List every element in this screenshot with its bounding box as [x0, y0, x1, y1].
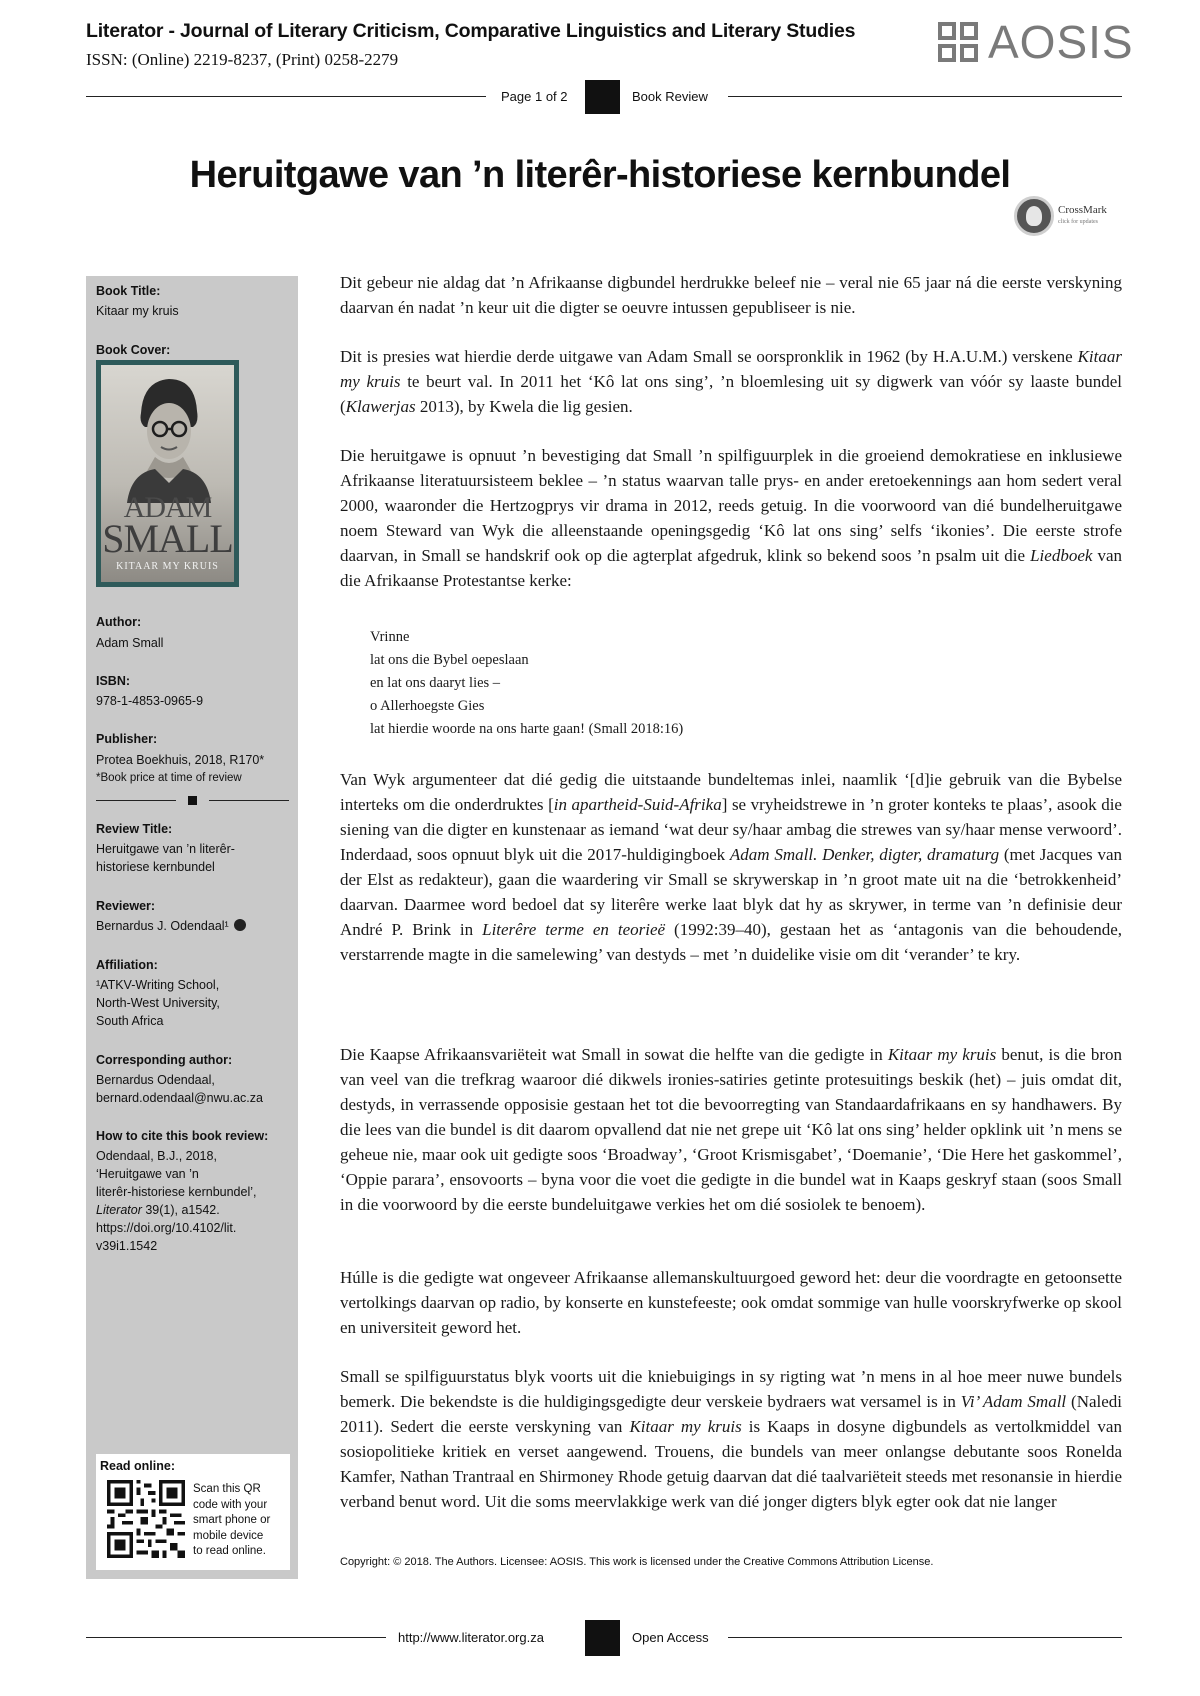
- cover-text-line1: ADAM: [123, 491, 212, 524]
- cite-volume: 39(1), a1542.: [141, 1203, 220, 1217]
- cite-line1: Odendaal, B.J., 2018,: [96, 1149, 217, 1163]
- p2-italic-title: Kitaar my kruis: [340, 347, 1122, 391]
- crossmark-label: CrossMark: [1058, 204, 1107, 216]
- poem-line: Vrinne: [370, 629, 410, 645]
- review-title-line1: Heruitgawe van ’n literêr-: [96, 842, 235, 856]
- reviewer-row: [96, 917, 296, 935]
- p5-italic: Kitaar my kruis: [887, 1045, 997, 1064]
- cite-doi-line1[interactable]: https://doi.org/10.4102/lit.: [96, 1221, 237, 1235]
- price-note: *Book price at time of review: [96, 772, 242, 784]
- cite-label: How to cite this book review:: [96, 1129, 269, 1143]
- p3-text-a: Die heruitgawe is opnuut ’n bevestiging dat Small ’n spilfiguurplek in die groeiend demokratiese en inklusiewe Afrikaanse literatuursisteem beklee – ’n status waarvan talle prys- en ander eretoekennings aan hom sedert veral 2000, waaronder die Hertzogprys vir drama in 2012, reeds getuig. In die voorwoord van dié bundelheruitgawe noem Steward van Wyk die alleenstaande openingsgedig ‘Kô lat ons sing’ selfs ‘ikonies’. Die eerste strofe daarvan, in Small se handskrif ook op die agterplat afgedruk, klink so bekend soos ’n psalm uit die: [340, 446, 1122, 565]
- qr-text-line3: smart phone or: [193, 1514, 271, 1526]
- cite-journal: Literator: [96, 1203, 142, 1217]
- p4-text-e: (met Jacques van der Elst as redakteur), gaan die waardering vir Small se skrywerskap in ’n groot mate uit na die ‘betrokkenheid’ daarvan. Daarmee word bedoel dat sy literêre werke laat blyk dat hy as skrywer, in terme van ’n definisie deur André P. Brink in: [340, 845, 1122, 939]
- paragraph-4: [340, 767, 1122, 967]
- cite-line4: [96, 1201, 296, 1219]
- isbn-label: ISBN:: [96, 674, 131, 688]
- footer-rule-left: [86, 1637, 386, 1638]
- crossmark-sub: click for updates: [1058, 219, 1098, 225]
- p4-italic-b: in apartheid-Suid-Afrika: [553, 795, 722, 814]
- affiliation-line1: ¹ATKV-Writing School,: [96, 978, 220, 992]
- reviewer-value: Bernardus J. Odendaal¹: [96, 919, 229, 933]
- affiliation-label: Affiliation:: [96, 958, 158, 972]
- cite-line2: ‘Heruitgawe van ’n: [96, 1167, 199, 1181]
- poem-quote: [370, 626, 683, 741]
- p4-text-c: ] se vryheidstrewe in ’n groter konteks te plaas’, asook die siening van die digter en kunstenaar as iemand ‘wat deur sy/haar ambag die strewes van sy/haar mense verwoord’. Inderdaad, soos opnuut blyk uit die 2017-huldigingboek: [340, 795, 1122, 864]
- corresponding-email[interactable]: bernard.odendaal@nwu.ac.za: [96, 1091, 263, 1105]
- author-value: Adam Small: [96, 636, 164, 650]
- article-title: Heruitgawe van ’n literêr-historiese kernbundel: [189, 154, 1011, 196]
- cite-line3: literêr-historiese kernbundel’,: [96, 1185, 257, 1199]
- copyright-notice: Copyright: © 2018. The Authors. Licensee: AOSIS. This work is licensed under the Creative Commons Attribution License.: [340, 1556, 934, 1568]
- p7-text-a: Small se spilfiguurstatus blyk voorts uit die kniebuigings in sy rigting wat ’n mens in al hoe meer nuwe bundels bemerk. Die bekendste is die huldigingsgedigte deur verskeie bydraers wat versamel is in: [340, 1367, 1122, 1411]
- review-title-label: Review Title:: [96, 822, 173, 836]
- aosis-logo-text: AOSIS: [988, 16, 1134, 68]
- p2-italic-title2: Klawerjas: [345, 397, 416, 416]
- p7-italic-d: Kitaar my kruis: [629, 1417, 742, 1436]
- poem-line: lat hierdie woorde na ons harte gaan! (Small 2018:16): [370, 721, 684, 737]
- p3-text-c: van die Afrikaanse Protestantse kerke:: [340, 546, 1122, 590]
- cover-text-line3: KITAAR MY KRUIS: [116, 561, 219, 572]
- paragraph-7: [340, 1364, 1122, 1514]
- book-title-label: Book Title:: [96, 284, 161, 298]
- affiliation-line2: North-West University,: [96, 996, 220, 1010]
- publisher-value: Protea Boekhuis, 2018, R170*: [96, 753, 265, 767]
- isbn-value: 978-1-4853-0965-9: [96, 694, 204, 708]
- p7-text-e: is Kaaps in dosyne digbundels as vertolkmiddel van sosiopolitieke kritiek en verset aangewend. Trouens, die bundels van meer onlangse debutante soos Ronelda Kamfer, Nathan Trantraal en Shirmoney Rhode getuig daarvan dat dié taalvariëteit steeds met resonansie in hierdie verband benut word. Uit die soms meervlakkige werk van dié jonger digters blyk egter ook dat nie langer: [340, 1417, 1123, 1511]
- poem-line: lat ons die Bybel oepeslaan: [370, 652, 529, 668]
- qr-text-line2: code with your: [193, 1498, 268, 1511]
- sidebar-divider-left: [96, 800, 176, 801]
- section-label: Book Review: [632, 89, 708, 104]
- qr-text-line4: mobile device: [193, 1529, 264, 1542]
- page-number: Page 1 of 2: [501, 89, 568, 104]
- author-label: Author:: [96, 615, 142, 629]
- paragraph-1: Dit gebeur nie aldag dat ’n Afrikaanse digbundel herdrukke beleef nie – veral nie 65 jaar ná die eerste verskyning daarvan én nadat ’n keur uit die digter se oeuvre intussen gepubliseer is nie.: [340, 273, 1122, 317]
- book-cover-label: Book Cover:: [96, 343, 171, 357]
- p3-italic: Liedboek: [1030, 546, 1093, 565]
- sidebar-divider-square: [188, 796, 197, 805]
- paragraph-5: [340, 1042, 1122, 1217]
- footer-open-access: Open Access: [632, 1630, 709, 1645]
- reviewer-label: Reviewer:: [96, 899, 156, 913]
- qr-text-line5: to read online.: [193, 1545, 266, 1557]
- journal-issn: ISSN: (Online) 2219-8237, (Print) 0258-2279: [86, 50, 399, 69]
- affiliation-line3: South Africa: [96, 1014, 164, 1028]
- p2-text-c: te beurt val. In 2011 het ‘Kô lat ons sing’, ’n bloemlesing uit sy digwerk van vóór sy laaste bundel (: [340, 372, 1122, 416]
- paragraph-6: Húlle is die gedigte wat ongeveer Afrikaanse allemanskultuurgoed geword het: deur die voordragte en getoonsette vertolkings daarvan op radio, by konserte en kunstefeeste; ook omdat sommige van hulle voorskryfwerke op skool en universiteit geword het.: [340, 1268, 1122, 1337]
- author-portrait: [121, 373, 216, 503]
- header-rule-right: [728, 96, 1122, 97]
- footer-url-link[interactable]: http://www.literator.org.za: [398, 1630, 544, 1645]
- poem-line: en lat ons daaryt lies –: [370, 675, 501, 691]
- read-online-label: Read online:: [100, 1459, 176, 1473]
- paragraph-2: [340, 344, 1122, 419]
- cover-text-line2: SMALL: [102, 516, 233, 561]
- corresponding-label: Corresponding author:: [96, 1053, 233, 1067]
- header-black-block: [585, 80, 620, 114]
- crossmark-icon: [1014, 196, 1054, 236]
- poem-line: o Allerhoegste Gies: [370, 698, 485, 714]
- p4-text-a: Van Wyk argumenteer dat dié gedig die uitstaande bundeltemas inlei, naamlik ‘[d]ie gebruik van die Bybelse interteks om die onderdruktes [: [340, 770, 1122, 814]
- book-cover-image: [96, 360, 239, 587]
- journal-title: Literator - Journal of Literary Criticism, Comparative Linguistics and Literary Studies: [86, 20, 856, 42]
- publisher-label: Publisher:: [96, 732, 158, 746]
- p2-text-a: Dit is presies wat hierdie derde uitgawe van Adam Small se oorspronklik in 1962 (by H.A.U.M.) verskene: [340, 347, 1078, 366]
- qr-code-icon[interactable]: [107, 1480, 185, 1558]
- p4-text-g: (1992:39–40), gestaan het as ‘antagonis van die behoudende, verstarrende magte in die samelewing’ van destyds – met ’n duidelike visie om dit ‘verander’ te kry.: [340, 920, 1123, 964]
- header-rule-left: [86, 96, 486, 97]
- footer-black-block: [585, 1620, 620, 1656]
- aosis-logo-icon: [936, 20, 980, 64]
- p5-text-c: benut, is die bron van veel van die trefkrag waaroor dié dikwels ironies-satiries getinte protesuitings beskik (het) – juis omdat dit, destyds, in verrassende opposisie gestaan het tot die bevoorregting van Standaardafrikaans en sy handhawers. By die lees van die bundel is dit daarom opvallend dat nie net grepe uit ‘Kô lat ons sing’ helder opklink uit ’n mens se geheue nie, maar ook uit gedigte soos ‘Broadway’, ‘Groot Krismisgabet’, ‘Doemanie’, ‘Die Here het gaskommel’, ‘Oppie parara’, ensovoorts – byna voor die voet die gedigte in die bundel wat in Kaaps geskryf staan (soos Small in die voorwoord by die eerste bundeluitgawe verkies het om dié sosiolek te benoem).: [340, 1045, 1122, 1214]
- review-title-line2: historiese kernbundel: [96, 860, 215, 874]
- sidebar-divider-right: [209, 800, 289, 801]
- paragraph-3: [340, 443, 1122, 593]
- p4-italic-f: Literêre terme en teorieë: [482, 920, 666, 939]
- qr-instructions: [193, 1482, 288, 1560]
- qr-text-line1: Scan this QR: [193, 1483, 261, 1495]
- orcid-icon[interactable]: [234, 919, 246, 931]
- p7-italic-b: Vi’ Adam Small: [960, 1392, 1067, 1411]
- cite-doi-line2[interactable]: v39i1.1542: [96, 1239, 158, 1253]
- p4-italic-d: Adam Small. Denker, digter, dramaturg: [729, 845, 1000, 864]
- book-title-value: Kitaar my kruis: [96, 304, 179, 318]
- crossmark-badge[interactable]: [1014, 196, 1107, 236]
- p5-text-a: Die Kaapse Afrikaansvariëteit wat Small in sowat die helfte van die gedigte in: [340, 1045, 888, 1064]
- aosis-logo[interactable]: [936, 16, 1134, 68]
- corresponding-name: Bernardus Odendaal,: [96, 1073, 215, 1087]
- p7-text-c: (Naledi 2011). Sedert die eerste verskyning van: [340, 1392, 1123, 1436]
- p2-text-e: 2013), by Kwela die lig gesien.: [415, 397, 633, 416]
- footer-rule-right: [728, 1637, 1122, 1638]
